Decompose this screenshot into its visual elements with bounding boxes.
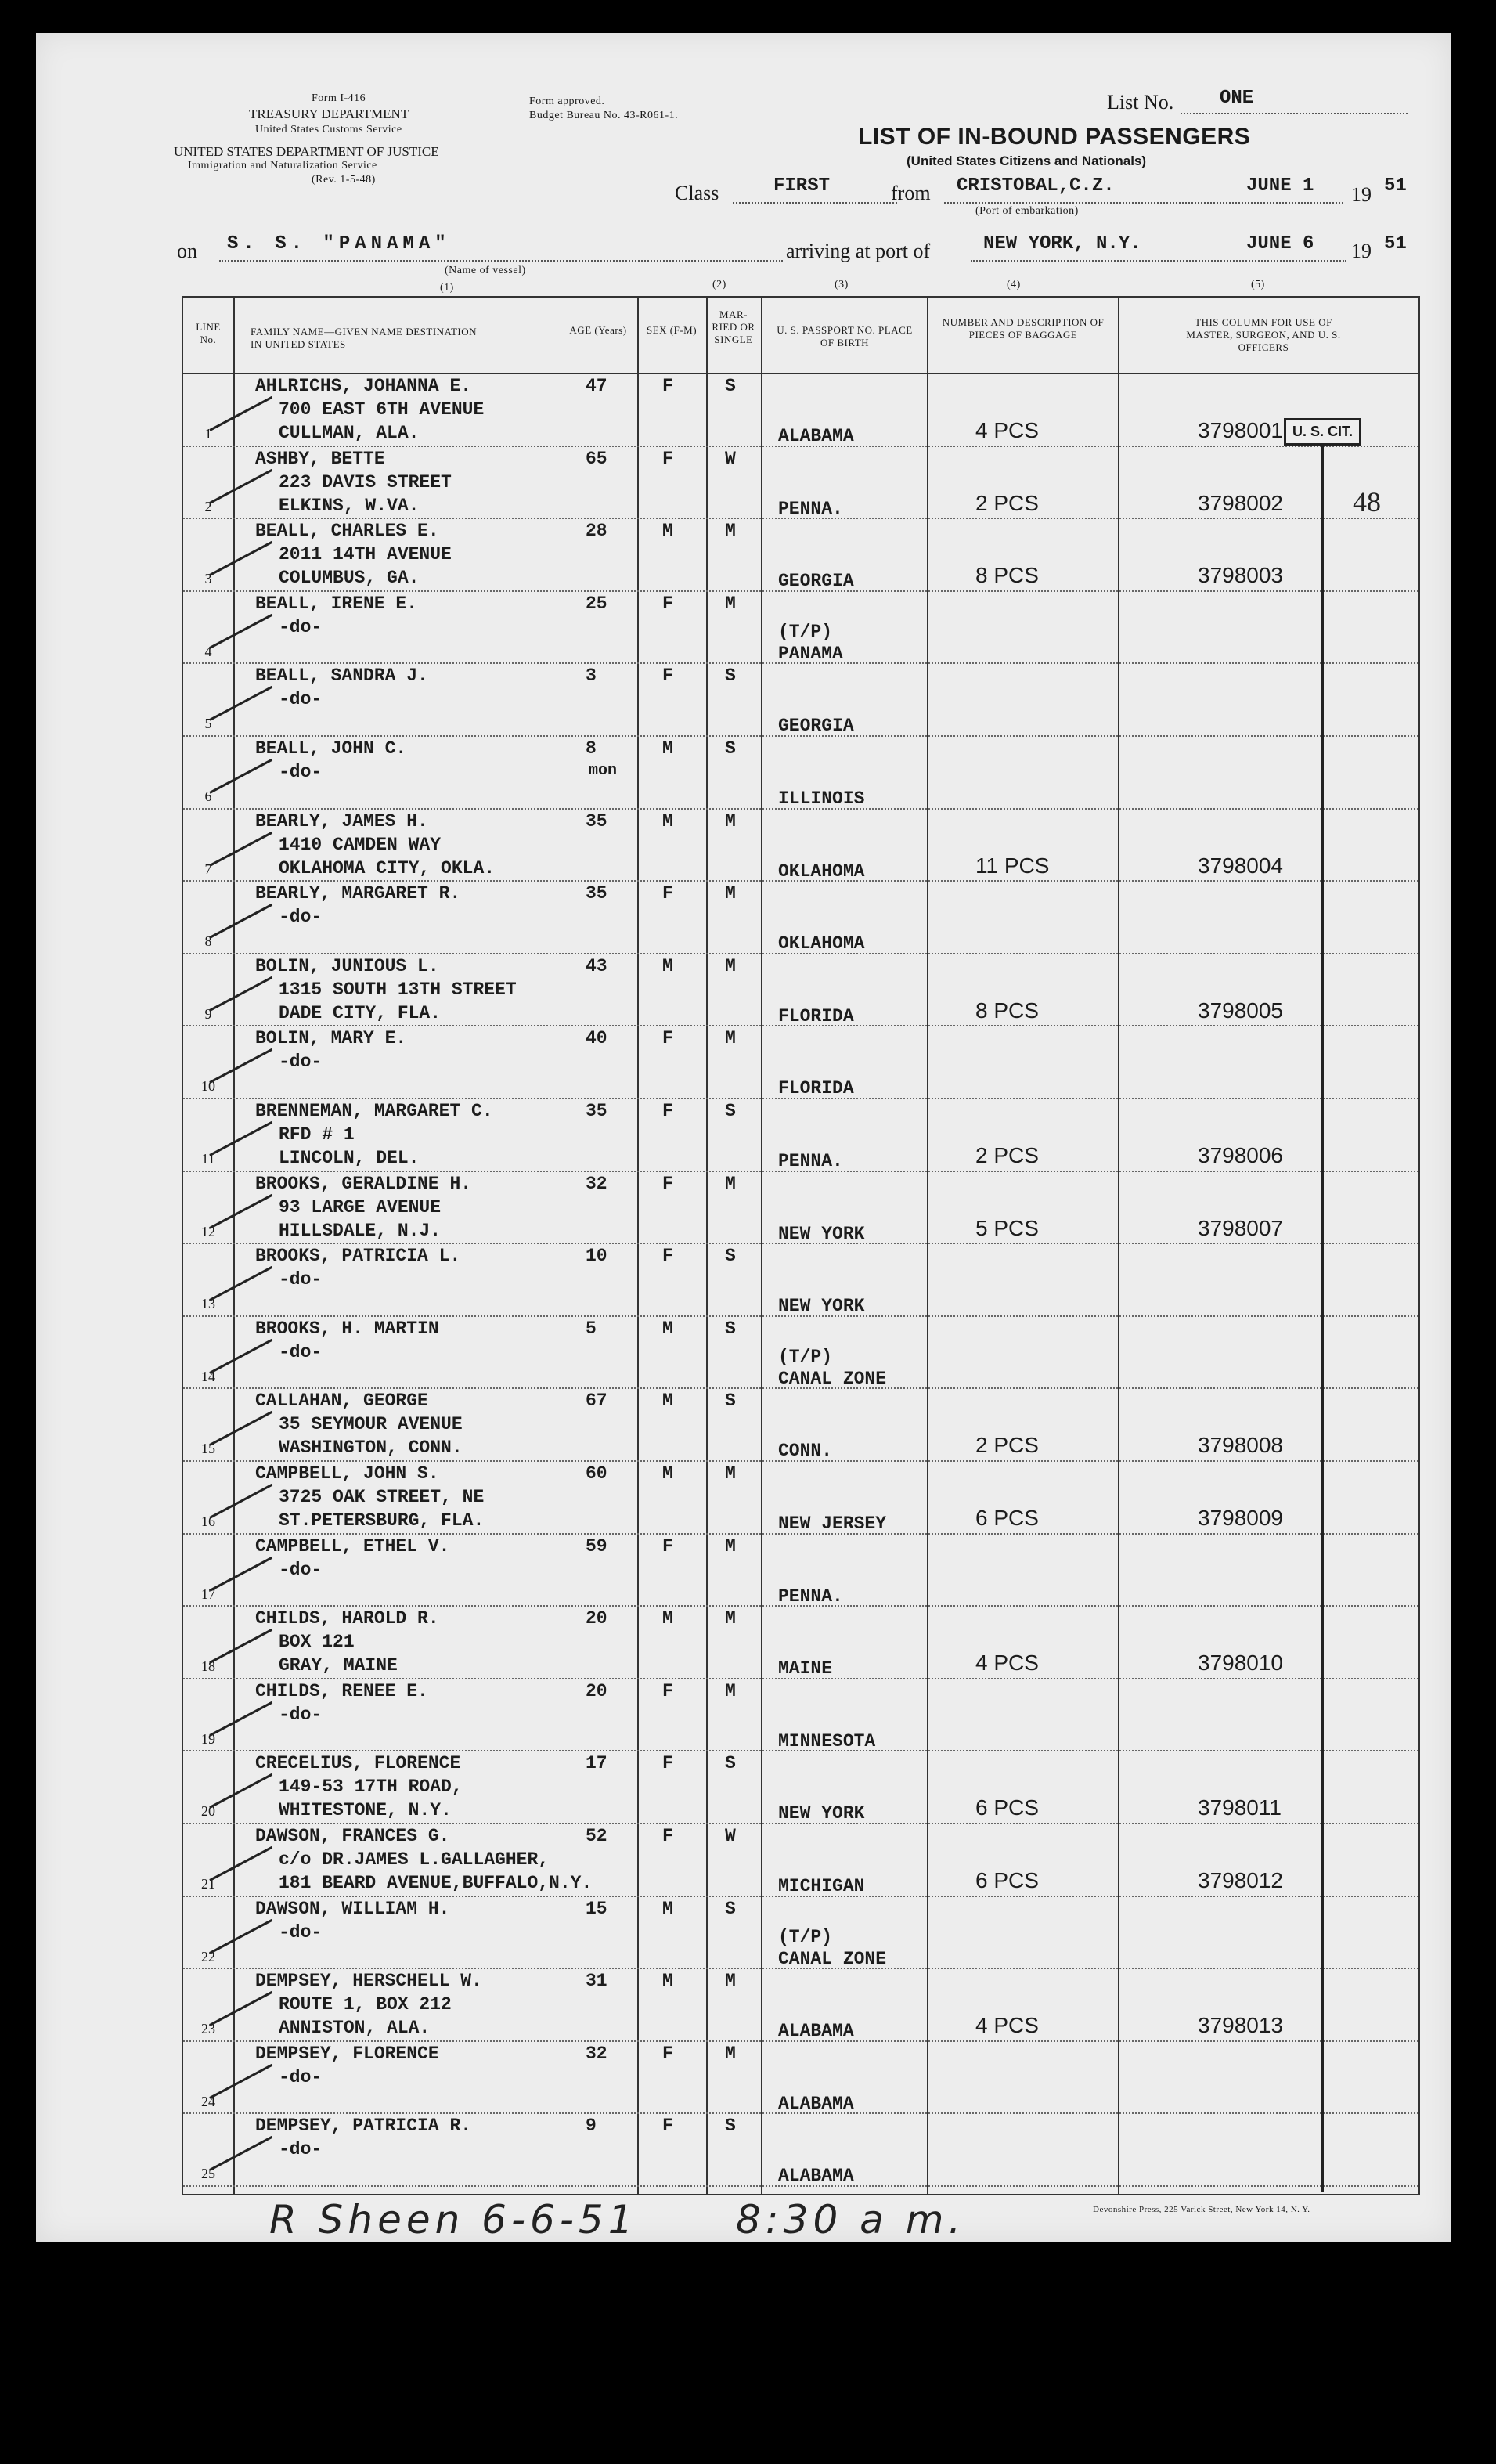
- form-number: Form I-416: [312, 92, 366, 104]
- line-number: 12: [201, 1223, 215, 1239]
- row-divider: [183, 1896, 1418, 1897]
- line-number: 25: [201, 2166, 215, 2182]
- passenger-name: ASHBY, BETTE: [255, 448, 385, 469]
- row-divider: [183, 1387, 1418, 1389]
- marital-status: S: [725, 1246, 736, 1267]
- justice-dept: UNITED STATES DEPARTMENT OF JUSTICE: [174, 144, 439, 159]
- address-line-1: 3725 OAK STREET, NE: [279, 1487, 485, 1507]
- baggage-count: 8 PCS: [975, 998, 1039, 1023]
- place-of-birth: ALABAMA: [778, 2093, 854, 2114]
- address-line-1: 149-53 17TH ROAD,: [279, 1777, 463, 1798]
- sex: F: [662, 883, 673, 904]
- baggage-count: 4 PCS: [975, 418, 1039, 442]
- address-line-1: -do-: [279, 1052, 323, 1073]
- baggage-count: 5 PCS: [975, 1215, 1039, 1240]
- address-line-1: -do-: [279, 1921, 323, 1943]
- ins-service: Immigration and Naturalization Service: [188, 160, 377, 171]
- age: 3: [586, 666, 597, 687]
- place-of-birth: ALABAMA: [778, 2021, 854, 2042]
- marital-status: M: [725, 1173, 736, 1194]
- sex: F: [662, 448, 673, 469]
- col-name: FAMILY NAME—GIVEN NAME DESTINATION IN UNITED STATES: [251, 326, 478, 350]
- line-number: 9: [204, 1005, 212, 1022]
- address-line-2: LINCOLN, DEL.: [279, 1148, 420, 1168]
- age: 32: [586, 2043, 607, 2064]
- age: 32: [586, 1173, 607, 1194]
- marital-status: S: [725, 1101, 736, 1121]
- line-number: 18: [201, 1658, 215, 1675]
- place-of-birth: GEORGIA: [778, 716, 854, 737]
- row-divider: [183, 1823, 1418, 1824]
- place-of-birth: OKLAHOMA: [778, 933, 865, 954]
- officer-number: 3798011: [1198, 1795, 1282, 1820]
- row-divider: [183, 1678, 1418, 1679]
- passenger-name: CAMPBELL, ETHEL V.: [255, 1535, 450, 1557]
- address-line-1: -do-: [279, 1269, 323, 1290]
- officer-number: 3798006: [1198, 1143, 1284, 1167]
- baggage-count: 6 PCS: [975, 1506, 1039, 1530]
- passenger-name: BEALL, IRENE E.: [255, 593, 418, 614]
- sex: F: [662, 1753, 673, 1774]
- marital-status: S: [725, 1318, 736, 1339]
- address-line-1: 2011 14TH AVENUE: [279, 544, 452, 565]
- row-divider: [183, 2185, 1418, 2187]
- col-baggage: NUMBER AND DESCRIPTION OF PIECES OF BAGGAGE: [942, 316, 1105, 341]
- line-number: 23: [201, 2021, 215, 2037]
- passenger-name: BEALL, SANDRA J.: [255, 666, 428, 687]
- place-of-birth: PANAMA: [778, 643, 843, 664]
- marital-status: M: [725, 810, 736, 832]
- place-of-birth: FLORIDA: [778, 1078, 854, 1099]
- address-line-1: ROUTE 1, BOX 212: [279, 1994, 452, 2015]
- age: 15: [586, 1898, 607, 1919]
- sex: M: [662, 521, 673, 542]
- age: 20: [586, 1680, 607, 1701]
- passenger-name: BRENNEMAN, MARGARET C.: [255, 1101, 493, 1121]
- baggage-count: 2 PCS: [975, 1143, 1039, 1167]
- sex: F: [662, 1173, 673, 1194]
- row-divider: [183, 1315, 1418, 1317]
- row-divider: [183, 953, 1418, 954]
- officer-number: 3798001: [1198, 418, 1284, 442]
- sex: F: [662, 666, 673, 687]
- marital-status: M: [725, 1608, 736, 1629]
- line-number: 7: [204, 860, 212, 877]
- line-number: 15: [201, 1441, 215, 1457]
- line-number: 8: [204, 933, 212, 950]
- line-number: 2: [204, 498, 212, 514]
- col-num-4: (4): [1007, 279, 1021, 290]
- address-line-2: 181 BEARD AVENUE,BUFFALO,N.Y.: [279, 1873, 593, 1893]
- passenger-name: BROOKS, GERALDINE H.: [255, 1173, 472, 1194]
- address-line-2: HILLSDALE, N.J.: [279, 1220, 442, 1241]
- address-line-1: 223 DAVIS STREET: [279, 471, 452, 492]
- address-line-1: -do-: [279, 1341, 323, 1362]
- passenger-name: BOLIN, MARY E.: [255, 1028, 407, 1049]
- line-number: 19: [201, 1730, 215, 1747]
- row-divider: [183, 1750, 1418, 1751]
- sex: F: [662, 1246, 673, 1267]
- marital-status: W: [725, 1826, 736, 1846]
- marital-status: M: [725, 1535, 736, 1557]
- embarkation-port: CRISTOBAL,C.Z.: [957, 175, 1115, 197]
- year-prefix: 19: [1351, 183, 1372, 206]
- line-number: 14: [201, 1368, 215, 1384]
- line-number: 21: [201, 1876, 215, 1892]
- col-officers: THIS COLUMN FOR USE OF MASTER, SURGEON, AND U. S. OFFICERS: [1186, 316, 1341, 353]
- place-of-birth: PENNA.: [778, 1586, 843, 1607]
- marital-status: S: [725, 738, 736, 759]
- passenger-name: CHILDS, RENEE E.: [255, 1680, 428, 1701]
- age: 59: [586, 1535, 607, 1557]
- passenger-name: DAWSON, FRANCES G.: [255, 1826, 450, 1846]
- age: 67: [586, 1391, 607, 1412]
- line-number: 16: [201, 1513, 215, 1529]
- age: 60: [586, 1463, 607, 1484]
- sex: M: [662, 955, 673, 976]
- row-divider: [183, 2040, 1418, 2042]
- address-line-1: -do-: [279, 2139, 323, 2160]
- passenger-name: AHLRICHS, JOHANNA E.: [255, 376, 472, 396]
- passenger-name: BEARLY, MARGARET R.: [255, 883, 461, 904]
- address-line-1: -do-: [279, 2066, 323, 2087]
- marital-status: S: [725, 2116, 736, 2137]
- year-prefix-2: 19: [1351, 240, 1372, 262]
- sex: M: [662, 1318, 673, 1339]
- passenger-name: DAWSON, WILLIAM H.: [255, 1898, 450, 1919]
- baggage-count: 4 PCS: [975, 2013, 1039, 2038]
- page-title: LIST OF IN-BOUND PASSENGERS: [858, 124, 1251, 150]
- margin-number: 48: [1353, 486, 1381, 518]
- year-value: 51: [1384, 175, 1407, 197]
- sex: M: [662, 738, 673, 759]
- class-value: FIRST: [773, 175, 831, 197]
- address-line-1: RFD # 1: [279, 1124, 355, 1145]
- embark-note: (Port of embarkation): [975, 205, 1079, 217]
- age: 35: [586, 1101, 607, 1121]
- address-line-2: GRAY, MAINE: [279, 1655, 398, 1676]
- sex: F: [662, 376, 673, 396]
- address-line-1: 700 EAST 6TH AVENUE: [279, 399, 485, 420]
- age: 47: [586, 376, 607, 396]
- sex: F: [662, 1826, 673, 1846]
- age: 25: [586, 593, 607, 614]
- place-of-birth: ALABAMA: [778, 2166, 854, 2187]
- col-married: MAR- RIED OR SINGLE: [712, 308, 755, 345]
- arrival-port: NEW YORK, N.Y.: [983, 233, 1141, 254]
- passenger-name: DEMPSEY, FLORENCE: [255, 2043, 439, 2064]
- marital-status: M: [725, 521, 736, 542]
- passenger-name: DEMPSEY, PATRICIA R.: [255, 2116, 472, 2137]
- sex: M: [662, 810, 673, 832]
- address-line-2: ANNISTON, ALA.: [279, 2018, 431, 2039]
- officer-number: 3798002: [1198, 490, 1284, 515]
- sex: F: [662, 2043, 673, 2064]
- row-divider: [183, 880, 1418, 882]
- age: 17: [586, 1753, 607, 1774]
- address-line-2: COLUMBUS, GA.: [279, 568, 420, 589]
- sex: F: [662, 593, 673, 614]
- age: 65: [586, 448, 607, 469]
- row-divider: [183, 1243, 1418, 1244]
- ditto-mark-line: [1321, 438, 1324, 2192]
- address-line-1: -do-: [279, 689, 323, 710]
- vessel-note: (Name of vessel): [445, 265, 526, 276]
- treasury-dept: TREASURY DEPARTMENT: [249, 106, 409, 121]
- inspector-signature: R Sheen 6-6-51: [269, 2197, 638, 2242]
- manifest-page: [36, 33, 1451, 2242]
- sex: M: [662, 1463, 673, 1484]
- vessel-name: S. S. "PANAMA": [227, 233, 451, 254]
- row-divider: [183, 1098, 1418, 1099]
- officer-number: 3798009: [1198, 1506, 1284, 1530]
- marital-status: S: [725, 666, 736, 687]
- col-num-5: (5): [1251, 279, 1265, 290]
- year-value-2: 51: [1384, 233, 1407, 254]
- passenger-name: DEMPSEY, HERSCHELL W.: [255, 1971, 482, 1992]
- col-age: AGE (Years): [569, 324, 627, 336]
- col-num-1: (1): [440, 282, 454, 294]
- row-divider: [183, 808, 1418, 810]
- address-line-1: -do-: [279, 907, 323, 928]
- marital-status: M: [725, 1028, 736, 1049]
- col-sex: SEX (F-M): [646, 324, 698, 336]
- passenger-name: BOLIN, JUNIOUS L.: [255, 955, 439, 976]
- place-of-birth: MINNESOTA: [778, 1730, 876, 1751]
- address-line-2: OKLAHOMA CITY, OKLA.: [279, 857, 496, 878]
- passenger-name: BEALL, JOHN C.: [255, 738, 407, 759]
- officer-number: 3798005: [1198, 998, 1284, 1023]
- address-line-1: -do-: [279, 616, 323, 637]
- passenger-name: BEALL, CHARLES E.: [255, 521, 439, 542]
- age: 20: [586, 1608, 607, 1629]
- list-no-value: ONE: [1220, 88, 1254, 109]
- sex: F: [662, 1680, 673, 1701]
- address-line-1: -do-: [279, 1559, 323, 1580]
- printer-imprint: Devonshire Press, 225 Varick Street, New York 14, N. Y.: [1093, 2205, 1310, 2214]
- arriving-label: arriving at port of: [786, 240, 931, 262]
- row-divider: [183, 1968, 1418, 1969]
- age: 10: [586, 1246, 607, 1267]
- baggage-count: 6 PCS: [975, 1795, 1039, 1820]
- age: 5: [586, 1318, 597, 1339]
- address-line-1: 35 SEYMOUR AVENUE: [279, 1414, 463, 1435]
- place-of-birth: FLORIDA: [778, 1005, 854, 1026]
- sex: M: [662, 1391, 673, 1412]
- address-line-1: -do-: [279, 762, 323, 782]
- place-of-birth: PENNA.: [778, 498, 843, 519]
- address-line-1: c/o DR.JAMES L.GALLAGHER,: [279, 1849, 550, 1870]
- us-citizen-stamp: U. S. CIT.: [1284, 418, 1361, 446]
- baggage-count: 6 PCS: [975, 1868, 1039, 1892]
- age: 52: [586, 1826, 607, 1846]
- line-number: 3: [204, 571, 212, 587]
- place-of-birth: CONN.: [778, 1441, 833, 1462]
- age: 40: [586, 1028, 607, 1049]
- revision: (Rev. 1-5-48): [312, 174, 376, 186]
- sex: F: [662, 1028, 673, 1049]
- place-of-birth: NEW YORK: [778, 1223, 865, 1244]
- customs-service: United States Customs Service: [255, 124, 402, 135]
- age: 28: [586, 521, 607, 542]
- row-divider: [183, 2112, 1418, 2114]
- arrival-date: JUNE 6: [1246, 233, 1314, 254]
- place-of-birth: ILLINOIS: [778, 788, 865, 809]
- passenger-name: CALLAHAN, GEORGE: [255, 1391, 428, 1412]
- address-line-1: BOX 121: [279, 1632, 355, 1653]
- marital-status: S: [725, 1391, 736, 1412]
- officer-number: 3798010: [1198, 1650, 1284, 1676]
- marital-status: M: [725, 1463, 736, 1484]
- marital-status: M: [725, 883, 736, 904]
- col-line-no: LINE No.: [196, 321, 221, 345]
- row-divider: [183, 1605, 1418, 1607]
- marital-status: S: [725, 1753, 736, 1774]
- marital-status: M: [725, 2043, 736, 2064]
- line-number: 24: [201, 2093, 215, 2109]
- line-number: 20: [201, 1803, 215, 1820]
- age: 9: [586, 2116, 597, 2137]
- address-line-1: 93 LARGE AVENUE: [279, 1196, 442, 1218]
- address-line-2: WHITESTONE, N.Y.: [279, 1800, 452, 1821]
- marital-status: M: [725, 1971, 736, 1992]
- from-label: from: [891, 182, 931, 204]
- row-divider: [183, 518, 1418, 519]
- marital-status: W: [725, 448, 736, 469]
- officer-number: 3798003: [1198, 563, 1284, 588]
- address-line-2: ELKINS, W.VA.: [279, 495, 420, 516]
- place-of-birth: NEW YORK: [778, 1296, 865, 1317]
- place-of-birth: GEORGIA: [778, 571, 854, 592]
- age: 43: [586, 955, 607, 976]
- line-number: 11: [201, 1151, 215, 1167]
- passenger-name: CRECELIUS, FLORENCE: [255, 1753, 461, 1774]
- marital-status: S: [725, 376, 736, 396]
- place-of-birth: NEW JERSEY: [778, 1513, 887, 1534]
- baggage-count: 8 PCS: [975, 563, 1039, 588]
- line-number: 1: [204, 426, 212, 442]
- place-of-birth: ALABAMA: [778, 426, 854, 446]
- address-line-1: 1315 SOUTH 13TH STREET: [279, 979, 517, 1000]
- address-line-2: CULLMAN, ALA.: [279, 423, 420, 443]
- place-of-birth: CANAL ZONE: [778, 1368, 887, 1389]
- address-line-2: ST.PETERSBURG, FLA.: [279, 1510, 485, 1531]
- row-divider: [183, 1025, 1418, 1026]
- officer-number: 3798004: [1198, 853, 1284, 878]
- passenger-name: BROOKS, H. MARTIN: [255, 1318, 439, 1339]
- line-number: 10: [201, 1078, 215, 1095]
- marital-status: M: [725, 1680, 736, 1701]
- age-unit: mon: [589, 762, 618, 780]
- row-divider: [183, 1460, 1418, 1462]
- row-divider: [183, 446, 1418, 447]
- class-label: Class: [675, 182, 719, 204]
- baggage-count: 2 PCS: [975, 1433, 1039, 1458]
- sex: M: [662, 1898, 673, 1919]
- on-label: on: [177, 240, 197, 262]
- place-of-birth: MICHIGAN: [778, 1876, 865, 1896]
- place-of-birth: CANAL ZONE: [778, 1948, 887, 1969]
- baggage-count: 4 PCS: [975, 1650, 1039, 1676]
- row-divider: [183, 1171, 1418, 1172]
- line-number: 17: [201, 1586, 215, 1602]
- passenger-name: CHILDS, HAROLD R.: [255, 1608, 439, 1629]
- arrival-time: 8:30 a m.: [736, 2197, 966, 2242]
- address-line-2: WASHINGTON, CONN.: [279, 1438, 463, 1459]
- passenger-name: BEARLY, JAMES H.: [255, 810, 428, 832]
- officer-number: 3798012: [1198, 1868, 1284, 1892]
- sex: M: [662, 1608, 673, 1629]
- officer-number: 3798008: [1198, 1433, 1284, 1458]
- budget-bureau: Budget Bureau No. 43-R061-1.: [529, 110, 679, 121]
- passport-prefix: (T/P): [778, 1926, 833, 1947]
- age: 35: [586, 883, 607, 904]
- place-of-birth: NEW YORK: [778, 1803, 865, 1824]
- marital-status: S: [725, 1898, 736, 1919]
- place-of-birth: PENNA.: [778, 1151, 843, 1171]
- line-number: 13: [201, 1296, 215, 1312]
- sex: F: [662, 1535, 673, 1557]
- baggage-count: 11 PCS: [975, 853, 1050, 878]
- line-number: 4: [204, 643, 212, 659]
- passport-prefix: (T/P): [778, 621, 833, 642]
- marital-status: M: [725, 593, 736, 614]
- sex: F: [662, 1101, 673, 1121]
- list-no-label: List No.: [1107, 91, 1174, 114]
- page-subtitle: (United States Citizens and Nationals): [907, 153, 1147, 168]
- passenger-name: BROOKS, PATRICIA L.: [255, 1246, 461, 1267]
- baggage-count: 2 PCS: [975, 490, 1039, 515]
- line-number: 6: [204, 788, 212, 804]
- col-num-3: (3): [835, 279, 849, 290]
- row-divider: [183, 735, 1418, 737]
- sex: F: [662, 2116, 673, 2137]
- age: 35: [586, 810, 607, 832]
- age: 31: [586, 1971, 607, 1992]
- departure-date: JUNE 1: [1246, 175, 1314, 197]
- sex: M: [662, 1971, 673, 1992]
- form-approved: Form approved.: [529, 96, 605, 107]
- address-line-2: DADE CITY, FLA.: [279, 1002, 442, 1023]
- place-of-birth: OKLAHOMA: [778, 860, 865, 882]
- marital-status: M: [725, 955, 736, 976]
- row-divider: [183, 590, 1418, 592]
- row-divider: [183, 1533, 1418, 1535]
- officer-number: 3798007: [1198, 1215, 1284, 1240]
- place-of-birth: MAINE: [778, 1658, 833, 1679]
- address-line-1: 1410 CAMDEN WAY: [279, 834, 442, 855]
- col-num-2: (2): [712, 279, 726, 290]
- address-line-1: -do-: [279, 1704, 323, 1725]
- officer-number: 3798013: [1198, 2013, 1284, 2038]
- passport-prefix: (T/P): [778, 1346, 833, 1367]
- row-divider: [183, 662, 1418, 664]
- col-passport: U. S. PASSPORT NO. PLACE OF BIRTH: [777, 324, 913, 348]
- passenger-name: CAMPBELL, JOHN S.: [255, 1463, 439, 1484]
- line-number: 22: [201, 1948, 215, 1964]
- line-number: 5: [204, 716, 212, 732]
- age: 8: [586, 738, 597, 759]
